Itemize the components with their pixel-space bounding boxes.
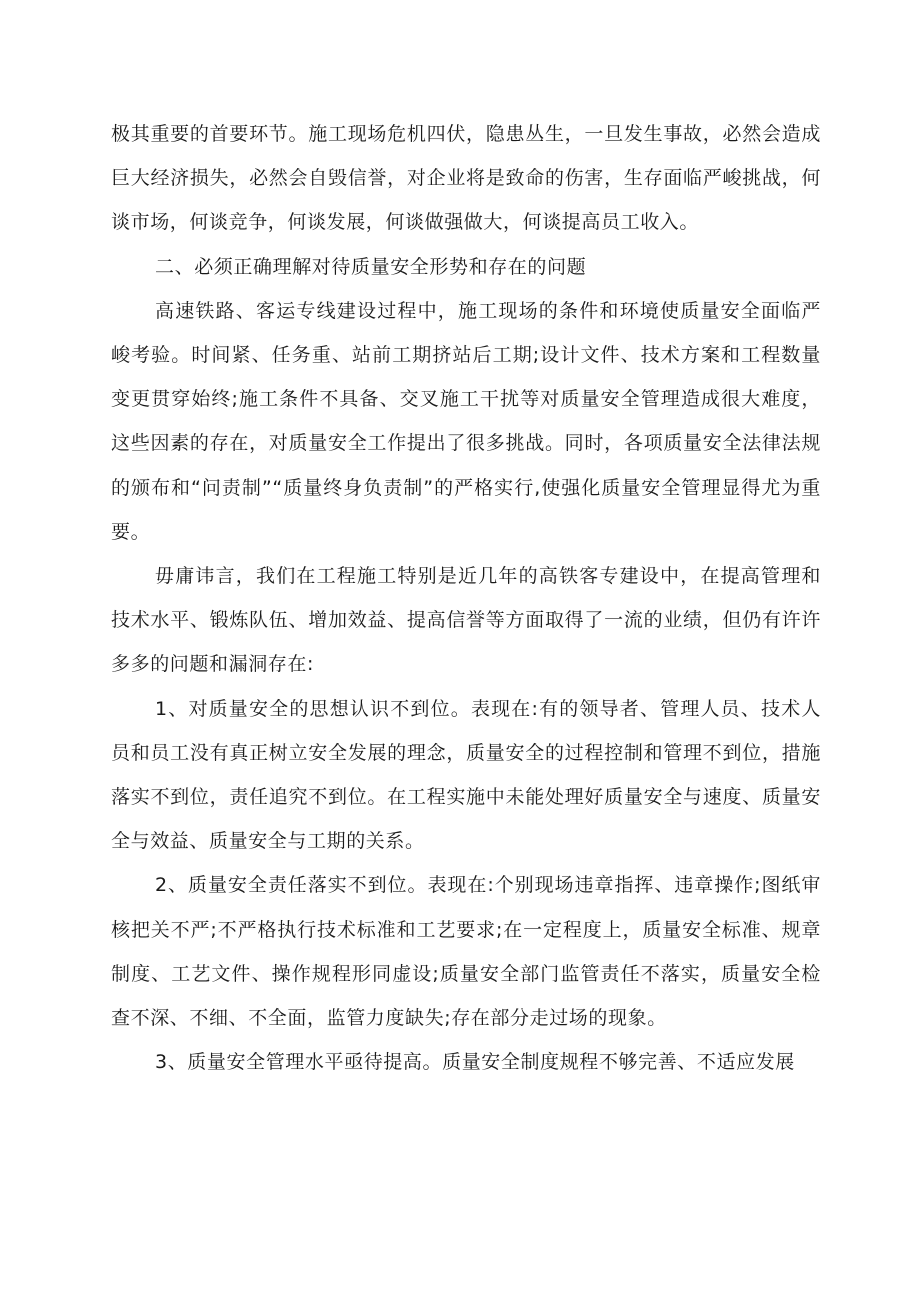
list-item-2: 2、质量安全责任落实不到位。表现在:个别现场违章指挥、违章操作;图纸审核把关不严;不严格执行技术标准和工艺要求;在一定程度上，质量安全标准、规章制度、工艺文件、操作规程形同虚设;质量安全部门监管责任不落实，质量安全检查不深、不细、不全面，监管力度缺失;存在部分走过场的现象。 [111, 874, 821, 1030]
document-body [111, 112, 821, 1084]
list-item-3: 3、质量安全管理水平亟待提高。质量安全制度规程不够完善、不适应发展 [155, 1051, 795, 1074]
paragraph-continuation: 极其重要的首要环节。施工现场危机四伏，隐患丛生，一旦发生事故，必然会造成巨大经济损失，必然会自毁信誉，对企业将是致命的伤害，生存面临严峻挑战，何谈市场，何谈竞争，何谈发展，何谈做强做大，何谈提高员工收入。 [111, 123, 821, 234]
section-heading: 二、必须正确理解对待质量安全形势和存在的问题 [155, 255, 587, 278]
list-item-1: 1、对质量安全的思想认识不到位。表现在:有的领导者、管理人员、技术人员和员工没有真正树立安全发展的理念，质量安全的过程控制和管理不到位，措施落实不到位，责任追究不到位。在工程实施中未能处理好质量安全与速度、质量安全与效益、质量安全与工期的关系。 [111, 697, 821, 853]
paragraph-conditions: 高速铁路、客运专线建设过程中，施工现场的条件和环境使质量安全面临严峻考验。时间紧、任务重、站前工期挤站后工期;设计文件、技术方案和工程数量变更贯穿始终;施工条件不具备、交叉施工干扰等对质量安全管理造成很大难度，这些因素的存在，对质量安全工作提出了很多挑战。同时，各项质量安全法律法规的颁布和“问责制”“质量终身负责制”的严格实行,使强化质量安全管理显得尤为重要。 [111, 299, 821, 543]
paragraph-achievements: 毋庸讳言，我们在工程施工特别是近几年的高铁客专建设中，在提高管理和技术水平、锻炼队伍、增加效益、提高信誉等方面取得了一流的业绩，但仍有许许多多的问题和漏洞存在: [111, 565, 821, 676]
